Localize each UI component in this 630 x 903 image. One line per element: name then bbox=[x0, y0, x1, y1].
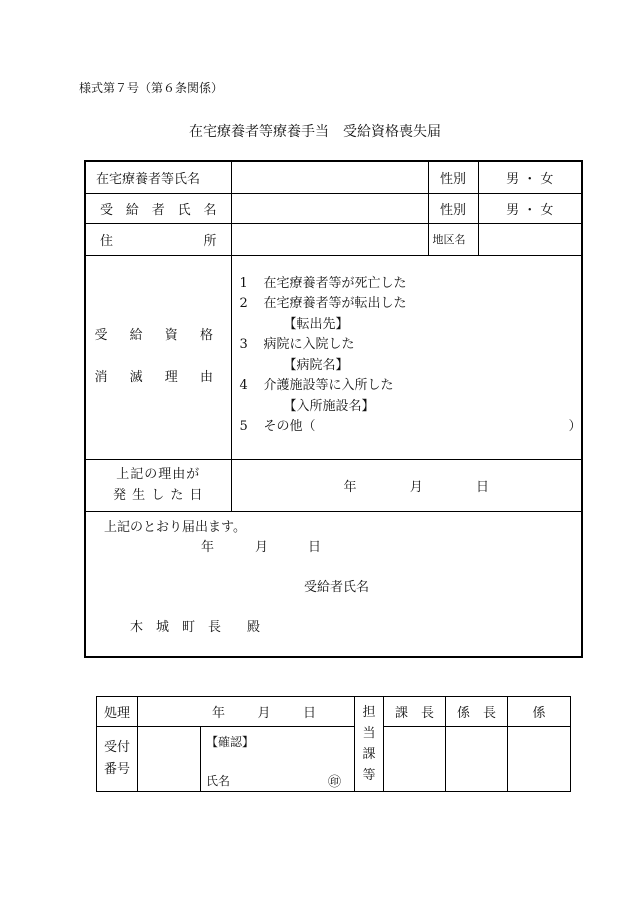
addressee: 木 城 町 長 殿 bbox=[130, 619, 261, 635]
patient-name-row bbox=[85, 161, 582, 193]
confirm-label: 【確認】 bbox=[206, 735, 255, 749]
reason-list-cell bbox=[231, 255, 582, 459]
form-number: 様式第７号（第６条関係） bbox=[79, 81, 224, 95]
year-label: 年 bbox=[343, 479, 357, 495]
notice-month-label: 月 bbox=[255, 539, 269, 555]
application-form bbox=[84, 160, 583, 658]
confirm-name-label: 氏名 bbox=[206, 774, 231, 788]
unit-chief-label: 係 長 bbox=[446, 697, 508, 727]
reason-subfield[interactable]: 【転出先】 bbox=[283, 316, 349, 332]
notice-day-label: 日 bbox=[308, 539, 322, 555]
office-month-label: 月 bbox=[257, 706, 271, 721]
notice-text: 上記のとおり届出ます。 bbox=[104, 519, 246, 535]
seal-icon: ㊞ bbox=[328, 775, 342, 790]
office-use-table bbox=[96, 696, 571, 792]
day-label: 日 bbox=[475, 479, 489, 495]
reason-subfield[interactable]: 【病院名】 bbox=[283, 357, 349, 373]
patient-name-label: 在宅療養者等氏名 bbox=[85, 161, 231, 193]
processing-date-field[interactable] bbox=[138, 697, 355, 727]
reason-item[interactable]: 5 その他（ ） bbox=[239, 419, 582, 434]
recipient-signature-label: 受給者氏名 bbox=[304, 579, 370, 595]
section-chief-label: 課 長 bbox=[384, 697, 446, 727]
office-year-label: 年 bbox=[212, 706, 226, 721]
reason-item[interactable]: 3 病院に入院した bbox=[239, 337, 355, 352]
patient-name-field[interactable] bbox=[231, 161, 428, 193]
form-title: 在宅療養者等療養手当 受給資格喪失届 bbox=[189, 124, 441, 140]
reception-number-field[interactable] bbox=[138, 727, 201, 791]
section-chief-stamp-field[interactable] bbox=[384, 727, 446, 792]
recipient-name-label: 受 給 者 氏 名 bbox=[85, 193, 231, 223]
month-label: 月 bbox=[409, 479, 423, 495]
reason-row bbox=[85, 255, 582, 459]
reason-list bbox=[232, 256, 582, 438]
notice-cell bbox=[85, 511, 582, 657]
recipient-name-row bbox=[85, 193, 582, 223]
occurred-date-row bbox=[85, 459, 582, 511]
unit-chief-stamp-field[interactable] bbox=[446, 727, 508, 792]
address-field[interactable] bbox=[231, 223, 428, 255]
reason-label-line1: 受 給 資 格 bbox=[94, 328, 222, 343]
notice-row bbox=[85, 511, 582, 657]
reason-subfield[interactable]: 【入所施設名】 bbox=[283, 398, 375, 414]
recipient-name-field[interactable] bbox=[231, 193, 428, 223]
patient-gender-options[interactable]: 男 ・ 女 bbox=[478, 161, 582, 193]
clerk-stamp-field[interactable] bbox=[508, 727, 571, 792]
reception-confirm-cell bbox=[138, 727, 355, 792]
occurred-date-field[interactable] bbox=[231, 459, 582, 511]
district-field[interactable] bbox=[478, 223, 582, 255]
office-day-label: 日 bbox=[302, 706, 316, 721]
address-row bbox=[85, 223, 582, 255]
reason-item[interactable]: 2 在宅療養者等が転出した bbox=[239, 296, 407, 311]
reason-label-line2: 消 滅 理 由 bbox=[94, 370, 222, 385]
reason-item[interactable]: 4 介護施設等に入所した bbox=[239, 378, 394, 393]
clerk-label: 係 bbox=[508, 697, 571, 727]
district-label: 地区名 bbox=[428, 223, 478, 255]
staff-label: 担 当 課 等 bbox=[355, 697, 384, 792]
recipient-gender-options[interactable]: 男 ・ 女 bbox=[478, 193, 582, 223]
reason-item[interactable]: 1 在宅療養者等が死亡した bbox=[239, 275, 407, 291]
gender-label: 性別 bbox=[428, 193, 478, 223]
gender-label: 性別 bbox=[428, 161, 478, 193]
processing-label: 処理 bbox=[97, 697, 138, 727]
address-label: 住所 bbox=[85, 223, 231, 255]
notice-year-label: 年 bbox=[201, 539, 215, 555]
reason-label bbox=[85, 255, 231, 459]
reception-number-label: 受付 番号 bbox=[97, 727, 138, 792]
occurred-date-label: 上記の理由が 発 生 し た 日 bbox=[85, 459, 231, 511]
